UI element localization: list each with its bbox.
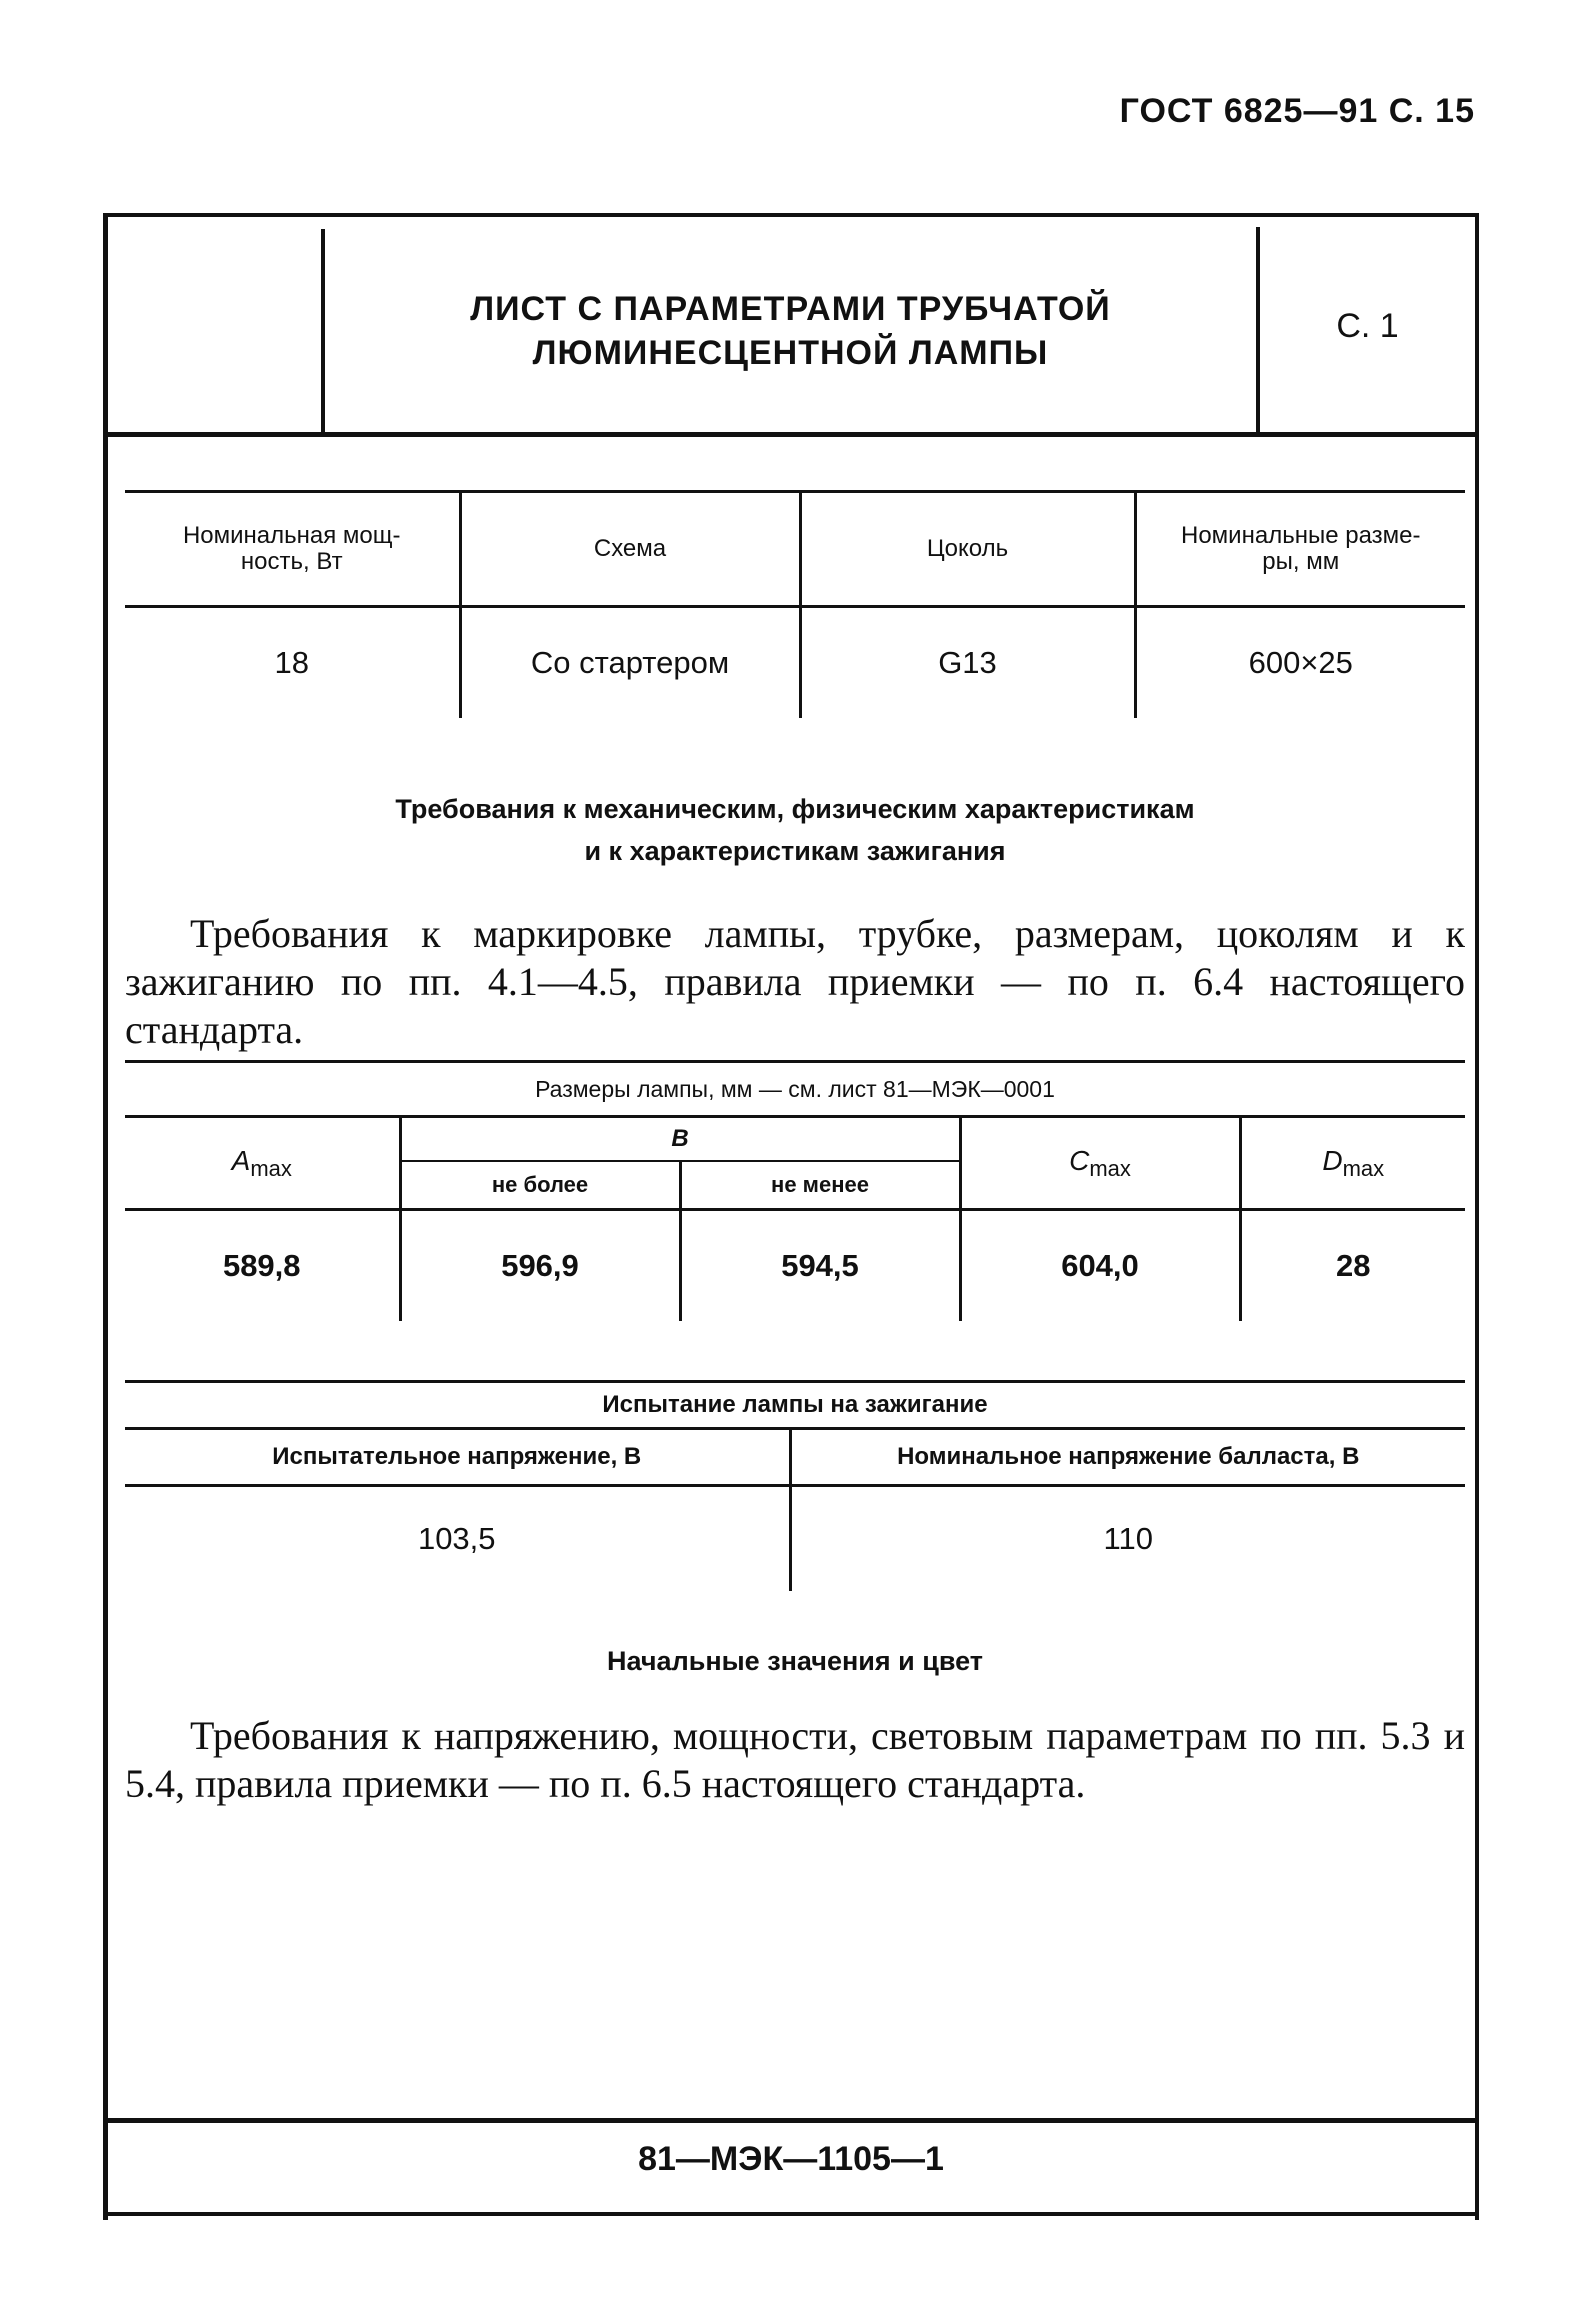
section-title-initial-values: Начальные значения и цвет — [607, 1646, 983, 1676]
table-header-row — [125, 492, 1465, 607]
value-d-max: 28 — [1240, 1210, 1465, 1322]
footer-divider — [108, 2118, 1479, 2123]
subscript-max: max — [250, 1155, 292, 1181]
header-c-max — [960, 1117, 1240, 1210]
value-c-max: 604,0 — [960, 1210, 1240, 1322]
header-a-max — [125, 1117, 400, 1210]
table-caption-row — [125, 1062, 1465, 1117]
sheet-title — [325, 287, 1256, 375]
ignition-caption: Испытание лампы на зажигание — [125, 1382, 1465, 1429]
sheet-number: С. 1 — [1336, 307, 1399, 345]
ignition-table — [125, 1380, 1465, 1591]
value-b-max: 596,9 — [400, 1210, 680, 1322]
table-row — [125, 607, 1465, 719]
header-ballast-voltage: Номинальное напряжение балласта, В — [790, 1429, 1465, 1486]
subscript-max: max — [1089, 1155, 1131, 1181]
value-base: G13 — [800, 607, 1135, 719]
value-power: 18 — [274, 645, 309, 680]
symbol-c: C — [1069, 1144, 1090, 1176]
section-title-line2: и к характеристикам зажигания — [584, 836, 1006, 866]
table-row — [125, 1486, 1465, 1592]
symbol-d: D — [1322, 1144, 1343, 1176]
table-caption-row — [125, 1382, 1465, 1429]
lamp-params-table — [125, 490, 1465, 718]
frame-bottom-border — [103, 2212, 1479, 2216]
value-a-max: 589,8 — [222, 1248, 301, 1283]
header-test-voltage: Испытательное напряжение, В — [125, 1429, 790, 1486]
header-base: Цоколь — [800, 492, 1135, 607]
header-b-max: не более — [400, 1161, 680, 1210]
header-b: B — [400, 1117, 960, 1162]
table-row — [125, 1210, 1465, 1322]
header-dimensions: Номинальные разме- ры, мм — [1135, 492, 1465, 607]
header-d-max — [1240, 1117, 1465, 1210]
header-power: Номинальная мощ- ность, Вт — [125, 492, 460, 607]
footer-sheet-code: 81—МЭК—1105—1 — [638, 2140, 944, 2178]
table-header-row — [125, 1429, 1465, 1486]
value-scheme: Со стартером — [460, 607, 800, 719]
value-ballast-voltage: 110 — [790, 1486, 1465, 1592]
value-test-voltage: 103,5 — [417, 1521, 496, 1556]
dimensions-caption: Размеры лампы, мм — см. лист 81—МЭК—0001 — [125, 1062, 1465, 1117]
dimensions-table — [125, 1060, 1465, 1321]
section-title-line1: Требования к механическим, физическим характеристикам — [395, 794, 1195, 824]
section-title-mechanical — [125, 788, 1465, 872]
subscript-max: max — [1342, 1155, 1385, 1181]
sheet-title-line2: ЛЮМИНЕСЦЕНТНОЙ ЛАМПЫ — [532, 334, 1049, 372]
symbol-a: A — [231, 1144, 251, 1176]
value-dimensions: 600×25 — [1135, 607, 1465, 719]
page-reference: ГОСТ 6825—91 С. 15 — [1119, 92, 1475, 130]
value-b-min: 594,5 — [680, 1210, 960, 1322]
title-block — [108, 217, 1475, 437]
paragraph-initial-values: Требования к напряжению, мощности, световым параметрам по пп. 5.3 и 5.4, правила приемки — по п. 6.5 настоящего стандарта. — [125, 1713, 1465, 1806]
header-b-min: не менее — [680, 1161, 960, 1210]
header-scheme: Схема — [460, 492, 800, 607]
table-header-row — [125, 1117, 1465, 1162]
sheet-title-line1: ЛИСТ С ПАРАМЕТРАМИ ТРУБЧАТОЙ — [470, 290, 1111, 328]
paragraph-mechanical: Требования к маркировке лампы, трубке, размерам, цоколям и к зажиганию по пп. 4.1—4.5, правила приемки — по п. 6.4 настоящего стандарта. — [125, 911, 1465, 1052]
